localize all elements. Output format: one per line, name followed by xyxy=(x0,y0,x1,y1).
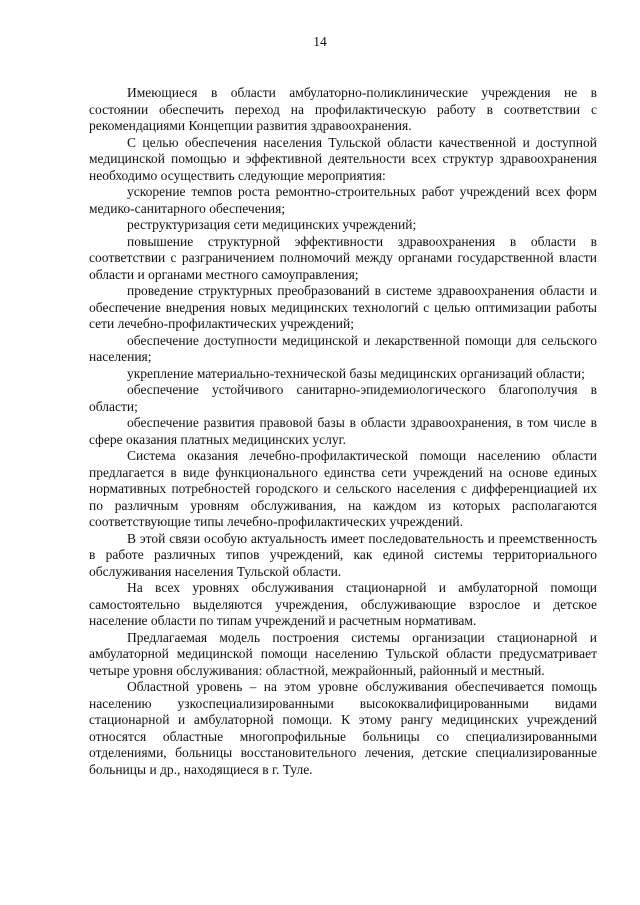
list-item: обеспечение устойчивого санитарно-эпидемиологического благополучия в области; xyxy=(89,382,597,414)
paragraph: Предлагаемая модель построения системы организации стационарной и амбулаторной медицинской помощи населению Тульской области предусматривает четыре уровня обслуживания: областной, межрайонный, районный и местный. xyxy=(89,629,597,678)
paragraph: В этой связи особую актуальность имеет последовательность и преемственность в работе различных типов учреждений, как единой системы территориального обслуживания населения Тульской области. xyxy=(89,530,597,579)
list-item: проведение структурных преобразований в системе здравоохранения области и обеспечение внедрения новых медицинских технологий с целью оптимизации работы сети лечебно-профилактических учреждений; xyxy=(89,283,597,331)
document-body xyxy=(89,85,597,778)
page-number: 14 xyxy=(313,34,327,49)
paragraph: На всех уровнях обслуживания стационарной и амбулаторной помощи самостоятельно выделяются учреждения, обслуживающие взрослое и детское население области по типам учреждений и расчетным нормативам. xyxy=(89,580,597,628)
list-item: реструктуризация сети медицинских учреждений; xyxy=(127,217,417,232)
paragraph: Областной уровень – на этом уровне обслуживания обеспечивается помощь населению узкоспециализированными высококвалифицированными видами стационарной и амбулаторной помощи. К этому рангу медицинских учреждений относятся областные многопрофильные больницы со специализированными отделениями, больницы восстановительного лечения, детские специализированные больницы и др., находящиеся в г. Туле. xyxy=(89,679,597,777)
paragraph: Имеющиеся в области амбулаторно-поликлинические учреждения не в состоянии обеспечить переход на профилактическую работу в соответствии с рекомендациями Концепции развития здравоохранения. xyxy=(89,85,597,133)
paragraph: Система оказания лечебно-профилактической помощи населению области предлагается в виде функционального единства сети учреждений на основе единых нормативных потребностей городского и сельского населения с дифференциацией их по различным уровням обслуживания, на каждом из которых располагаются соответствующие типы лечебно-профилактических учреждений. xyxy=(89,448,597,529)
list-item: обеспечение развития правовой базы в области здравоохранения, в том числе в сфере оказания платных медицинских услуг. xyxy=(89,415,597,447)
list-item: повышение структурной эффективности здравоохранения в области в соответствии с разграничением полномочий между органами государственной власти области и органами местного самоуправления; xyxy=(89,233,597,282)
paragraph: С целью обеспечения населения Тульской области качественной и доступной медицинской помощью и эффективной деятельности всех структур здравоохранения необходимо осуществить следующие мероприятия: xyxy=(89,134,597,183)
list-item: ускорение темпов роста ремонтно-строительных работ учреждений всех форм медико-санитарного обеспечения; xyxy=(89,184,597,216)
list-item: обеспечение доступности медицинской и лекарственной помощи для сельского населения; xyxy=(89,332,597,364)
list-item: укрепление материально-технической базы медицинских организаций области; xyxy=(127,365,585,381)
